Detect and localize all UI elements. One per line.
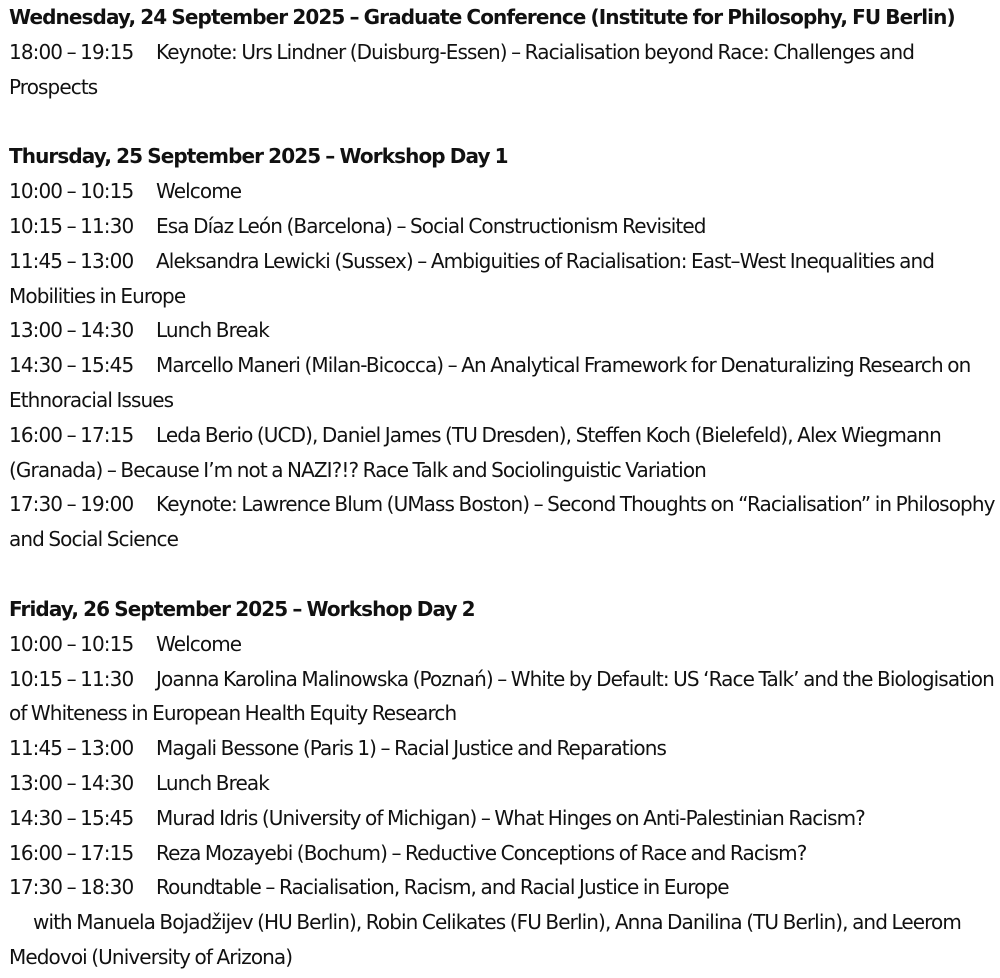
item-text: Lunch Break [156, 770, 269, 795]
item-time: 10:15 – 11:30 [9, 213, 134, 238]
item-text: Esa Díaz León (Barcelona) – Social Constructionism Revisited [156, 213, 706, 238]
schedule-item [9, 801, 1000, 836]
day-heading: Friday, 26 September 2025 – Workshop Day 2 [9, 596, 475, 621]
schedule-item [9, 174, 1000, 209]
item-text: Welcome [156, 631, 242, 656]
item-text: Aleksandra Lewicki (Sussex) – Ambiguities of Racialisation: East–West Inequalities and Mobilities in Europe [9, 248, 935, 308]
item-text: Keynote: Lawrence Blum (UMass Boston) – Second Thoughts on “Racialisation” in Philosophy and Social Science [9, 492, 995, 552]
schedule-item [9, 313, 1000, 348]
schedule-item [9, 836, 1000, 871]
schedule-item [9, 870, 1000, 905]
item-time: 13:00 – 14:30 [9, 770, 134, 795]
day-heading: Thursday, 25 September 2025 – Workshop Day 1 [9, 144, 508, 169]
item-time: 17:30 – 19:00 [9, 492, 134, 517]
item-text: Roundtable – Racialisation, Racism, and Racial Justice in Europe [156, 875, 729, 900]
item-time: 17:30 – 18:30 [9, 875, 134, 900]
schedule-item [9, 766, 1000, 801]
item-text: Keynote: Urs Lindner (Duisburg-Essen) – Racialisation beyond Race: Challenges and Prospects [9, 39, 915, 99]
item-text: Welcome [156, 179, 242, 204]
day-friday [9, 592, 1000, 975]
schedule-item [9, 35, 1000, 105]
roundtable-participants: with Manuela Bojadžijev (HU Berlin), Robin Celikates (FU Berlin), Anna Danilina (TU Berlin), and Leerom Medovoi (University of Arizona) [9, 910, 961, 969]
item-time: 10:15 – 11:30 [9, 666, 134, 691]
item-text: Murad Idris (University of Michigan) – What Hinges on Anti-Palestinian Racism? [156, 805, 865, 830]
item-text: Lunch Break [156, 318, 269, 343]
item-text: Leda Berio (UCD), Daniel James (TU Dresden), Steffen Koch (Bielefeld), Alex Wiegmann (Granada) – Because I’m not a NAZI?!? Race Talk and Sociolinguistic Variation [9, 422, 941, 482]
schedule-item [9, 348, 1000, 418]
schedule-item [9, 418, 1000, 488]
item-time: 14:30 – 15:45 [9, 353, 134, 378]
item-time: 16:00 – 17:15 [9, 422, 134, 447]
schedule-item [9, 244, 1000, 314]
day-heading: Wednesday, 24 September 2025 – Graduate Conference (Institute for Philosophy, FU Berlin) [9, 5, 955, 29]
item-time: 16:00 – 17:15 [9, 840, 134, 865]
item-time: 13:00 – 14:30 [9, 318, 134, 343]
item-time: 18:00 – 19:15 [9, 39, 134, 64]
day-thursday [9, 139, 1000, 557]
day-wednesday [9, 0, 1000, 104]
item-time: 10:00 – 10:15 [9, 179, 134, 204]
item-time: 10:00 – 10:15 [9, 631, 134, 656]
schedule-item [9, 209, 1000, 244]
item-text: Magali Bessone (Paris 1) – Racial Justice and Reparations [156, 736, 667, 761]
schedule-item [9, 662, 1000, 732]
item-text: Joanna Karolina Malinowska (Poznań) – White by Default: US ‘Race Talk’ and the Biologisation of Whiteness in European Health Equity Research [9, 666, 994, 726]
schedule-item [9, 731, 1000, 766]
item-text: Marcello Maneri (Milan-Bicocca) – An Analytical Framework for Denaturalizing Research on Ethnoracial Issues [9, 353, 971, 412]
item-text: Reza Mozayebi (Bochum) – Reductive Conceptions of Race and Racism? [156, 840, 807, 865]
item-time: 11:45 – 13:00 [9, 248, 134, 273]
schedule-item [9, 627, 1000, 662]
item-time: 11:45 – 13:00 [9, 736, 134, 761]
schedule-item [9, 487, 1000, 557]
item-time: 14:30 – 15:45 [9, 805, 134, 830]
